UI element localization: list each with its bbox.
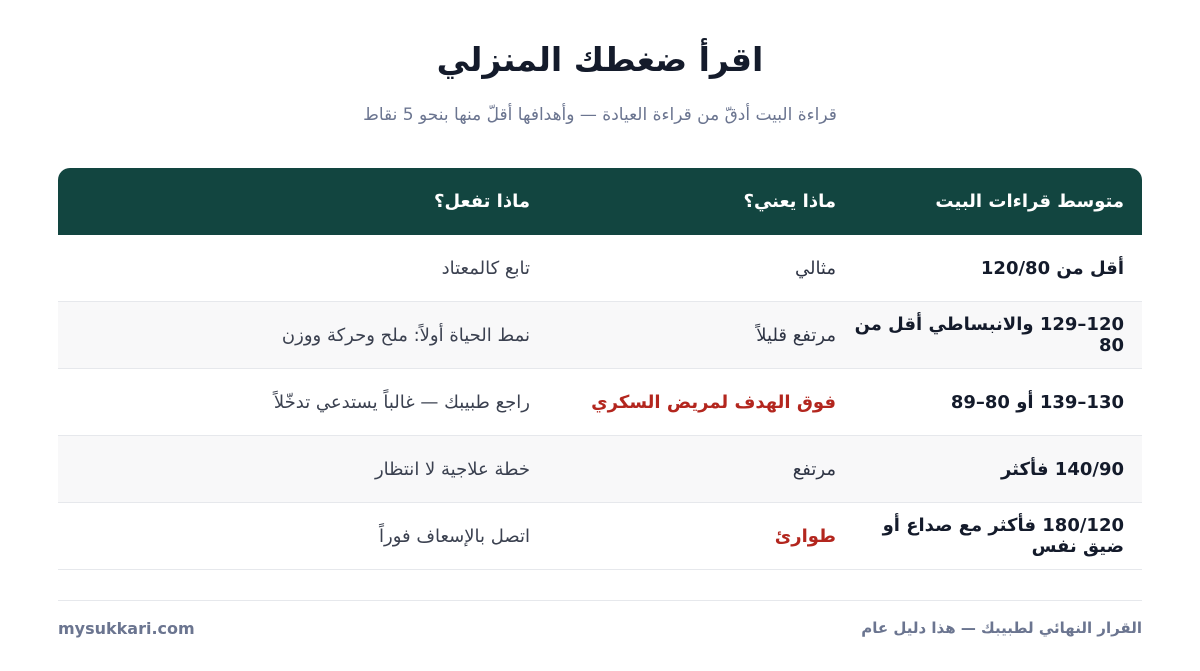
bp-table <box>58 168 1142 570</box>
reading-cell: 140/90 فأكثر <box>1000 458 1124 480</box>
table-row <box>58 503 1142 570</box>
action-cell: خطة علاجية لا انتظار <box>374 458 530 480</box>
meaning-cell: مرتفع قليلاً <box>756 324 836 346</box>
reading-cell: 120–129 والانبساطي أقل من 80 <box>854 314 1124 356</box>
action-cell: نمط الحياة أولاً: ملح وحركة ووزن <box>281 324 530 346</box>
meaning-cell-warning: فوق الهدف لمريض السكري <box>591 391 836 413</box>
reading-cell: 130–139 أو 80–89 <box>950 391 1124 413</box>
column-header-action: ماذا تفعل؟ <box>434 191 530 212</box>
table-row <box>58 235 1142 302</box>
meaning-cell: مرتفع <box>792 458 836 480</box>
table-row <box>58 436 1142 503</box>
page-title: اقرأ ضغطك المنزلي <box>436 40 764 79</box>
action-cell: راجع طبيبك — غالباً يستدعي تدخّلاً <box>273 391 530 413</box>
footer-site-link[interactable]: mysukkari.com <box>58 619 195 638</box>
column-header-reading: متوسط قراءات البيت <box>935 191 1124 212</box>
footer-disclaimer: القرار النهائي لطبيبك — هذا دليل عام <box>861 619 1142 637</box>
meaning-cell: مثالي <box>794 257 836 279</box>
action-cell: تابع كالمعتاد <box>441 257 530 279</box>
reading-cell: أقل من 120/80 <box>980 257 1124 279</box>
column-header-meaning: ماذا يعني؟ <box>743 191 836 212</box>
page-subtitle: قراءة البيت أدقّ من قراءة العيادة — وأهدافها أقلّ منها بنحو 5 نقاط <box>363 105 837 125</box>
reading-cell: 180/120 فأكثر مع صداع أو ضيق نفس <box>882 515 1124 557</box>
footer-divider <box>58 600 1142 601</box>
table-header <box>58 168 1142 235</box>
action-cell: اتصل بالإسعاف فوراً <box>379 525 530 547</box>
table-row <box>58 302 1142 369</box>
table-row <box>58 369 1142 436</box>
meaning-cell-emergency: طوارئ <box>774 525 836 547</box>
